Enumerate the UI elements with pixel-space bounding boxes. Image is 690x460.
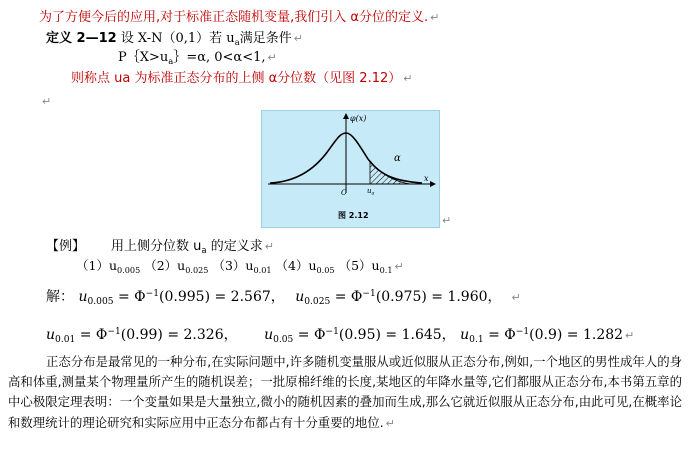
condition-text-b: ｝=α, 0<α<1, xyxy=(173,50,266,65)
example-item: $(3)u_{0.01}$ xyxy=(212,258,272,275)
intro-text: 为了方便今后的应用,对于标准正态随机变量,我们引入 α分位的定义. xyxy=(39,10,429,25)
paragraph-mark: ↵ xyxy=(385,416,395,430)
example-line xyxy=(46,235,274,255)
origin-label: O xyxy=(341,189,347,197)
x-axis-label: x xyxy=(424,174,429,183)
solution-eq: $u_{0.005} = \Phi^{-1}(0.995) = 2.567$， xyxy=(78,289,285,307)
body-paragraph xyxy=(8,352,682,434)
conclusion-text: 则称点 ua 为标准正态分布的上侧 α分位数（见图 2.12） xyxy=(71,71,402,86)
example-item: $(5)u_{0.1}$ xyxy=(338,258,393,275)
condition-sub: a xyxy=(168,56,174,66)
paragraph-mark: ↵ xyxy=(403,72,413,85)
paragraph-mark: ↵ xyxy=(442,214,452,227)
y-axis-label: φ(x) xyxy=(350,114,367,123)
paragraph-mark: ↵ xyxy=(511,291,521,304)
definition-text: 设 X-N（0,1）若 $u_a$满足条件 xyxy=(116,31,292,47)
paragraph-mark: ↵ xyxy=(625,329,635,342)
figure-2-12 xyxy=(261,110,440,228)
example-item: $(2)u_{0.025}$ xyxy=(144,258,209,275)
figure-caption: 图 2.12 xyxy=(338,211,369,220)
condition-line xyxy=(118,46,277,66)
paragraph-mark: ↵ xyxy=(264,240,274,253)
empty-line xyxy=(40,90,51,109)
body-paragraph-text: 正态分布是最常见的一种分布,在实际问题中,许多随机变量服从或近似服从正态分布,例如,一个地区的男性成年人的身高和体重,测量某个物理量所产生的随机误差；一批原棉纤维的长度,某地区的年降水量等,它们都服从正态分布,本书第五章的中心极限定理表明：一个变量如果是大量独立,微小的随机因素的叠加而生成,那么它就近似服从正态分布,由此可见,在概率论和数理统计的理论研究和实际应用中正态分布都占有十分重要的地位. xyxy=(8,354,682,430)
paragraph-mark: ↵ xyxy=(293,32,303,45)
intro-line xyxy=(39,6,439,25)
example-items xyxy=(76,256,404,275)
paragraph-mark: ↵ xyxy=(267,51,277,64)
quantile-label: $u_a$ xyxy=(367,187,375,197)
definition-line xyxy=(46,27,303,47)
paragraph-mark: ↵ xyxy=(394,260,404,273)
example-item: $(4)u_{0.05}$ xyxy=(275,258,335,275)
paragraph-mark: ↵ xyxy=(42,95,52,108)
alpha-label: α xyxy=(394,153,401,164)
example-item: $(1)u_{0.005}$ xyxy=(76,258,141,275)
example-label: 【例】 xyxy=(46,239,86,254)
solution-line-2 xyxy=(46,324,634,345)
definition-label: 定义 2—12 xyxy=(46,31,117,46)
solution-line-1 xyxy=(46,286,521,307)
paragraph-mark: ↵ xyxy=(430,11,440,24)
condition-text: P｛X>u xyxy=(118,50,169,65)
conclusion-line xyxy=(71,67,412,86)
solution-eq: $u_{0.01} = \Phi^{-1}(0.99) = 2.326$， xyxy=(46,327,238,345)
y-axis-arrow xyxy=(343,113,349,119)
x-axis-arrow xyxy=(430,181,436,187)
normal-density-diagram xyxy=(262,111,439,227)
solution-eq: $u_{0.05} = \Phi^{-1}(0.95) = 1.645$， xyxy=(264,327,456,345)
example-text: 用上侧分位数 $u_a$ 的定义求 xyxy=(111,239,263,255)
solution-eq: $u_{0.1} = \Phi^{-1}(0.9) = 1.282$ xyxy=(460,327,624,345)
solution-eq: $u_{0.025} = \Phi^{-1}(0.975) = 1.960$， xyxy=(295,289,502,307)
solution-label: 解： xyxy=(46,289,74,305)
